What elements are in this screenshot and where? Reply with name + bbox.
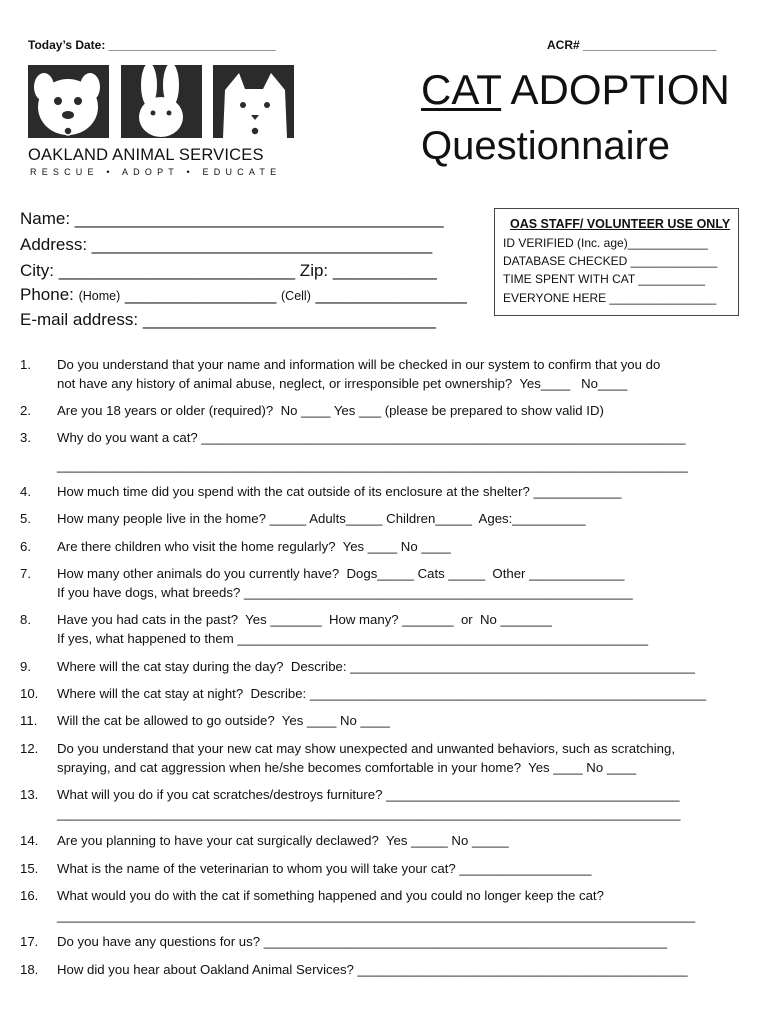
- name-field[interactable]: Name: _______________________________________: [20, 209, 444, 228]
- question-number: 13.: [20, 787, 39, 802]
- question-10[interactable]: Where will the cat stay at night? Describe: ______________________________________________________: [57, 686, 706, 701]
- question-7-line-1[interactable]: How many other animals do you currently have? Dogs_____ Cats _____ Other _____________: [57, 566, 625, 581]
- question-6[interactable]: Are there children who visit the home regularly? Yes ____ No ____: [57, 539, 451, 554]
- question-number: 5.: [20, 511, 31, 526]
- question-number: 10.: [20, 686, 39, 701]
- staff-box-title: OAS STAFF/ VOLUNTEER USE ONLY: [510, 217, 731, 231]
- staff-use-box: [494, 208, 739, 316]
- question-number: 16.: [20, 888, 39, 903]
- question-3-line-2[interactable]: ______________________________________________________________________________________: [57, 458, 688, 473]
- question-number: 15.: [20, 861, 39, 876]
- logo-tagline: RESCUE • ADOPT • EDUCATE: [30, 167, 282, 177]
- question-16-line-1: What would you do with the cat if something happened and you could no longer keep the cat?: [57, 888, 604, 903]
- question-15[interactable]: What is the name of the veterinarian to whom you will take your cat? __________________: [57, 861, 592, 876]
- acr-field[interactable]: ACR# ____________________: [547, 38, 717, 52]
- phone-label: Phone:: [20, 285, 79, 304]
- phone-cell-label: (Cell): [281, 289, 311, 303]
- title-cat: CAT: [421, 66, 502, 113]
- question-number: 7.: [20, 566, 31, 581]
- question-3-line-1[interactable]: Why do you want a cat? __________________________________________________________________: [57, 430, 686, 445]
- question-number: 6.: [20, 539, 31, 554]
- dog-logo-icon: [28, 65, 109, 138]
- staff-database-checked[interactable]: DATABASE CHECKED _____________: [503, 254, 718, 268]
- question-8-line-1[interactable]: Have you had cats in the past? Yes _______ How many? _______ or No _______: [57, 612, 552, 627]
- todays-date-field[interactable]: Today’s Date: _________________________: [28, 38, 276, 52]
- staff-id-verified[interactable]: ID VERIFIED (Inc. age)____________: [503, 236, 708, 250]
- question-number: 3.: [20, 430, 31, 445]
- question-number: 9.: [20, 659, 31, 674]
- question-5[interactable]: How many people live in the home? _____ Adults_____ Children_____ Ages:__________: [57, 511, 586, 526]
- question-8-line-2[interactable]: If yes, what happened to them ________________________________________________________: [57, 631, 649, 646]
- question-number: 2.: [20, 403, 31, 418]
- email-field[interactable]: E-mail address: _______________________________: [20, 310, 436, 329]
- question-17[interactable]: Do you have any questions for us? _______________________________________________________: [57, 934, 668, 949]
- question-12-line-2[interactable]: spraying, and cat aggression when he/she becomes comfortable in your home? Yes ____ No ____: [57, 760, 637, 775]
- question-12-line-1: Do you understand that your new cat may show unexpected and unwanted behaviors, such as scratching,: [57, 741, 675, 756]
- question-11[interactable]: Will the cat be allowed to go outside? Yes ____ No ____: [57, 713, 390, 728]
- question-1-line-1: Do you understand that your name and information will be checked in our system to confirm that you do: [57, 357, 661, 372]
- rabbit-logo-icon: [121, 65, 202, 138]
- question-16-line-2[interactable]: _______________________________________________________________________________________: [57, 908, 696, 923]
- question-number: 8.: [20, 612, 31, 627]
- phone-home-blank[interactable]: ________________: [120, 285, 282, 304]
- question-1-line-2[interactable]: not have any history of animal abuse, neglect, or irresponsible pet ownership? Yes____ No____: [57, 376, 628, 391]
- page-title: [421, 66, 730, 114]
- question-9[interactable]: Where will the cat stay during the day? Describe: _______________________________________________: [57, 659, 695, 674]
- question-number: 11.: [20, 713, 38, 728]
- page-subtitle: Questionnaire: [421, 124, 671, 168]
- question-number: 12.: [20, 741, 39, 756]
- question-4[interactable]: How much time did you spend with the cat outside of its enclosure at the shelter? ____________: [57, 484, 622, 499]
- question-7-line-2[interactable]: If you have dogs, what breeds? _____________________________________________________: [57, 585, 633, 600]
- title-adoption: ADOPTION: [501, 66, 730, 113]
- staff-time-spent[interactable]: TIME SPENT WITH CAT __________: [503, 272, 706, 286]
- question-14[interactable]: Are you planning to have your cat surgically declawed? Yes _____ No _____: [57, 833, 509, 848]
- question-number: 4.: [20, 484, 31, 499]
- question-13-line-2[interactable]: _____________________________________________________________________________________: [57, 806, 681, 821]
- phone-home-label: (Home): [78, 289, 121, 303]
- staff-everyone-here[interactable]: EVERYONE HERE ________________: [503, 291, 717, 305]
- address-field[interactable]: Address: ____________________________________: [20, 235, 433, 254]
- logo-org-name: OAKLAND ANIMAL SERVICES: [28, 146, 264, 164]
- phone-field[interactable]: [20, 285, 467, 305]
- question-number: 17.: [20, 934, 39, 949]
- question-number: 18.: [20, 962, 39, 977]
- question-13-line-1[interactable]: What will you do if you cat scratches/destroys furniture? ________________________________________: [57, 787, 680, 802]
- cat-logo-icon: [213, 65, 294, 138]
- phone-cell-blank[interactable]: ________________: [310, 285, 467, 304]
- question-2[interactable]: Are you 18 years or older (required)? No ____ Yes ___ (please be prepared to show valid ID): [57, 403, 604, 418]
- question-number: 14.: [20, 833, 39, 848]
- question-18[interactable]: How did you hear about Oakland Animal Services? _____________________________________________: [57, 962, 688, 977]
- question-number: 1.: [20, 357, 31, 372]
- city-zip-field[interactable]: City: _________________________ Zip: ___________: [20, 261, 437, 280]
